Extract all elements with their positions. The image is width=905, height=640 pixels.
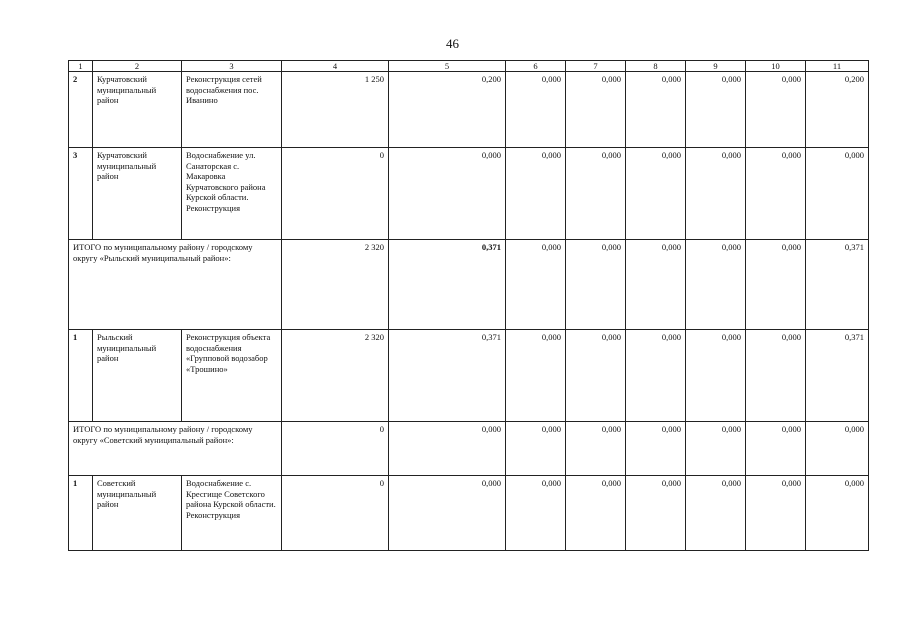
value-cell-4: 1 250 [282, 72, 389, 148]
project-cell: Реконструкция сетей водоснабжения пос. Иванино [182, 72, 282, 148]
data-table [68, 60, 869, 551]
header-cell: 4 [282, 61, 389, 72]
value-cell-8: 0,000 [626, 476, 686, 551]
district-cell: Рыльский муниципальный район [93, 330, 182, 422]
value-cell-9: 0,000 [686, 72, 746, 148]
project-cell: Реконструкция объекта водоснабжения «Групповой водозабор «Трошино» [182, 330, 282, 422]
district-cell: Курчатовский муниципальный район [93, 148, 182, 240]
value-cell-5: 0,000 [389, 476, 506, 551]
total-row [69, 422, 869, 476]
table-row [69, 148, 869, 240]
value-cell-6: 0,000 [506, 148, 566, 240]
value-cell-7: 0,000 [566, 476, 626, 551]
row-number: 2 [69, 72, 93, 148]
value-cell-10: 0,000 [746, 330, 806, 422]
value-cell-10: 0,000 [746, 476, 806, 551]
value-cell-4: 2 320 [282, 330, 389, 422]
value-cell-8: 0,000 [626, 330, 686, 422]
total-label: ИТОГО по муниципальному району / городскому округу «Советский муниципальный район»: [69, 422, 282, 476]
value-cell-6: 0,000 [506, 72, 566, 148]
value-cell-11: 0,371 [806, 240, 869, 330]
value-cell-6: 0,000 [506, 330, 566, 422]
table-row [69, 476, 869, 551]
value-cell-5: 0,000 [389, 422, 506, 476]
header-cell: 3 [182, 61, 282, 72]
value-cell-8: 0,000 [626, 148, 686, 240]
value-cell-11: 0,200 [806, 72, 869, 148]
value-cell-7: 0,000 [566, 148, 626, 240]
value-cell-9: 0,000 [686, 476, 746, 551]
header-cell: 5 [389, 61, 506, 72]
value-cell-4: 2 320 [282, 240, 389, 330]
row-number: 1 [69, 476, 93, 551]
value-cell-5: 0,371 [389, 330, 506, 422]
value-cell-5: 0,200 [389, 72, 506, 148]
table-row [69, 72, 869, 148]
value-cell-8: 0,000 [626, 422, 686, 476]
value-cell-10: 0,000 [746, 72, 806, 148]
value-cell-7: 0,000 [566, 72, 626, 148]
value-cell-10: 0,000 [746, 422, 806, 476]
value-cell-5: 0,000 [389, 148, 506, 240]
value-cell-4: 0 [282, 148, 389, 240]
project-cell: Водоснабжение ул. Санаторская с. Макаровка Курчатовского района Курской области. Реконструкция [182, 148, 282, 240]
value-cell-9: 0,000 [686, 422, 746, 476]
value-cell-8: 0,000 [626, 72, 686, 148]
header-cell: 9 [686, 61, 746, 72]
value-cell-7: 0,000 [566, 240, 626, 330]
value-cell-6: 0,000 [506, 476, 566, 551]
value-cell-5: 0,371 [389, 240, 506, 330]
district-cell: Советский муниципальный район [93, 476, 182, 551]
value-cell-4: 0 [282, 422, 389, 476]
total-label: ИТОГО по муниципальному району / городскому округу «Рыльский муниципальный район»: [69, 240, 282, 330]
value-cell-4: 0 [282, 476, 389, 551]
value-cell-11: 0,000 [806, 476, 869, 551]
header-row [69, 61, 869, 72]
header-cell: 7 [566, 61, 626, 72]
header-cell: 8 [626, 61, 686, 72]
value-cell-9: 0,000 [686, 148, 746, 240]
project-cell: Водоснабжение с. Кресгище Советского района Курской области. Реконструкция [182, 476, 282, 551]
page-number: 46 [446, 36, 459, 51]
district-cell: Курчатовский муниципальный район [93, 72, 182, 148]
value-cell-9: 0,000 [686, 330, 746, 422]
value-cell-6: 0,000 [506, 240, 566, 330]
row-number: 1 [69, 330, 93, 422]
value-cell-10: 0,000 [746, 148, 806, 240]
value-cell-11: 0,000 [806, 422, 869, 476]
value-cell-8: 0,000 [626, 240, 686, 330]
value-cell-7: 0,000 [566, 330, 626, 422]
header-cell: 6 [506, 61, 566, 72]
value-cell-11: 0,000 [806, 148, 869, 240]
value-cell-7: 0,000 [566, 422, 626, 476]
header-cell: 1 [69, 61, 93, 72]
value-cell-9: 0,000 [686, 240, 746, 330]
header-cell: 11 [806, 61, 869, 72]
value-cell-10: 0,000 [746, 240, 806, 330]
value-cell-11: 0,371 [806, 330, 869, 422]
value-cell-6: 0,000 [506, 422, 566, 476]
total-row [69, 240, 869, 330]
header-cell: 2 [93, 61, 182, 72]
table-row [69, 330, 869, 422]
header-cell: 10 [746, 61, 806, 72]
row-number: 3 [69, 148, 93, 240]
